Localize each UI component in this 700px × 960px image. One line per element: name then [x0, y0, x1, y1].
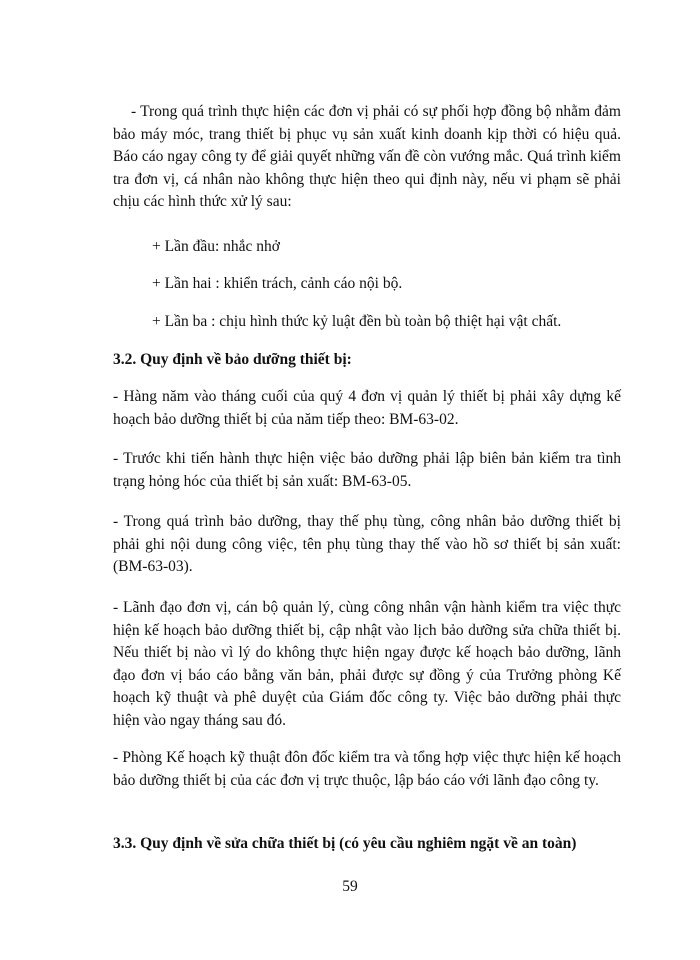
penalty-third-offense: + Lần ba : chịu hình thức kỷ luật đền bù toàn bộ thiệt hại vật chất. — [152, 313, 562, 330]
penalty-first-offense: + Lần đầu: nhắc nhở — [152, 238, 280, 255]
damage-inspection-paragraph: - Trước khi tiến hành thực hiện việc bảo dưỡng phải lập biên bản kiểm tra tình trạng hỏng hóc của thiết bị sản xuất: BM-63-05. — [113, 450, 621, 490]
maintenance-plan-paragraph: - Hàng năm vào tháng cuối của quý 4 đơn vị quản lý thiết bị phải xây dựng kế hoạch bảo dưỡng thiết bị của năm tiếp theo: BM-63-02. — [113, 388, 621, 428]
technical-department-paragraph: - Phòng Kế hoạch kỹ thuật đôn đốc kiểm tra và tổng hợp việc thực hiện kế hoạch bảo dưỡng thiết bị của các đơn vị trực thuộc, lập báo cáo với lãnh đạo công ty. — [113, 749, 621, 789]
maintenance-supervision-paragraph: - Lãnh đạo đơn vị, cán bộ quản lý, cùng công nhân vận hành kiểm tra việc thực hiện kế hoạch bảo dưỡng thiết bị, cập nhật vào lịch bảo dưỡng sửa chữa thiết bị. Nếu thiết bị nào vì lý do không thực hiện ngay được kế hoạch bảo dưỡng, lãnh đạo đơn vị báo cáo bằng văn bản, phải được sự đồng ý của Trưởng phòng Kế hoạch kỹ thuật và phê duyệt của Giám đốc công ty. Việc bảo dưỡng phải thực hiện vào ngay tháng sau đó. — [113, 599, 621, 729]
section-3-2-heading: 3.2. Quy định về bảo dưỡng thiết bị: — [113, 351, 352, 368]
maintenance-record-paragraph: - Trong quá trình bảo dưỡng, thay thế phụ tùng, công nhân bảo dưỡng thiết bị phải ghi nội dung công việc, tên phụ tùng thay thế vào hồ sơ thiết bị sản xuất: (BM-63-03). — [113, 513, 621, 575]
penalty-second-offense: + Lần hai : khiển trách, cảnh cáo nội bộ. — [152, 275, 403, 292]
section-3-3-heading: 3.3. Quy định về sửa chữa thiết bị (có yêu cầu nghiêm ngặt về an toàn) — [113, 835, 577, 852]
intro-paragraph: - Trong quá trình thực hiện các đơn vị phải có sự phối hợp đồng bộ nhằm đảm bảo máy móc, trang thiết bị phục vụ sản xuất kinh doanh kịp thời có hiệu quả. Báo cáo ngay công ty để giải quyết những vấn đề còn vướng mắc. Quá trình kiểm tra đơn vị, cá nhân nào không thực hiện theo qui định này, nếu vi phạm sẽ phải chịu các hình thức xử lý sau: — [113, 103, 621, 210]
page-number: 59 — [342, 878, 358, 895]
